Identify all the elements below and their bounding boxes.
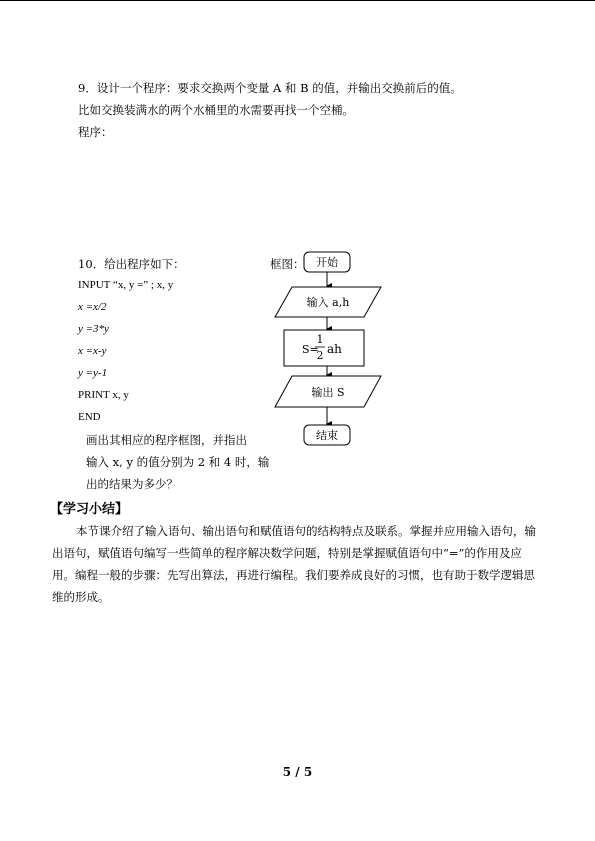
q9-line2: 比如交换装满水的两个水桶里的水需要再找一个空桶。 xyxy=(78,103,354,117)
flowchart xyxy=(268,248,388,453)
page-number: 5 / 5 xyxy=(282,765,313,779)
code-line-5: y =y-1 xyxy=(78,367,108,379)
summary-heading: 【学习小结】 xyxy=(50,502,129,517)
q10-ask-2: 输入 x, y 的值分别为 2 和 4 时，输 xyxy=(86,455,270,469)
code-line-4: x =x-y xyxy=(78,345,107,357)
code-line-7: END xyxy=(78,411,101,423)
process-suffix: ah xyxy=(327,342,342,356)
q10-title: 10．给出程序如下： xyxy=(78,257,185,271)
code-line-3: y =3*y xyxy=(78,323,109,335)
q9-line3: 程序： xyxy=(78,125,113,139)
q10-ask-3: 出的结果为多少？ xyxy=(86,477,178,491)
code-line-2: x =x/2 xyxy=(78,301,107,313)
input-text: 输入 a,h xyxy=(306,296,350,309)
q9-line1: 9．设计一个程序：要求交换两个变量 A 和 B 的值，并输出交换前后的值。 xyxy=(78,81,462,95)
output-text: 输出 S xyxy=(311,386,345,399)
start-text: 开始 xyxy=(316,256,338,269)
fraction-numerator: 1 xyxy=(316,333,324,346)
summary-paragraph: 本节课介绍了输入语句、输出语句和赋值语句的结构特点及联系。掌握并应用输入语句，输出语句，赋值语句编写一些简单的程序解决数学问题，特别是掌握赋值语句中“=”的作用及应用。编程一般的步骤：先写出算法，再进行编程。我们要养成良好的习惯，也有助于数学逻辑思维的形成。 xyxy=(52,524,536,604)
end-text: 结束 xyxy=(316,429,338,442)
flowchart-label: 框图： xyxy=(270,257,305,271)
header-rule xyxy=(0,0,595,1)
process-prefix: S= xyxy=(302,343,319,356)
code-line-6: PRINT x, y xyxy=(78,389,129,401)
fraction-denominator: 2 xyxy=(316,349,324,362)
code-line-1: INPUT “x, y =” ; x, y xyxy=(78,279,174,291)
process-box xyxy=(284,330,364,366)
q10-ask-1: 画出其相应的程序框图，并指出 xyxy=(86,433,247,447)
